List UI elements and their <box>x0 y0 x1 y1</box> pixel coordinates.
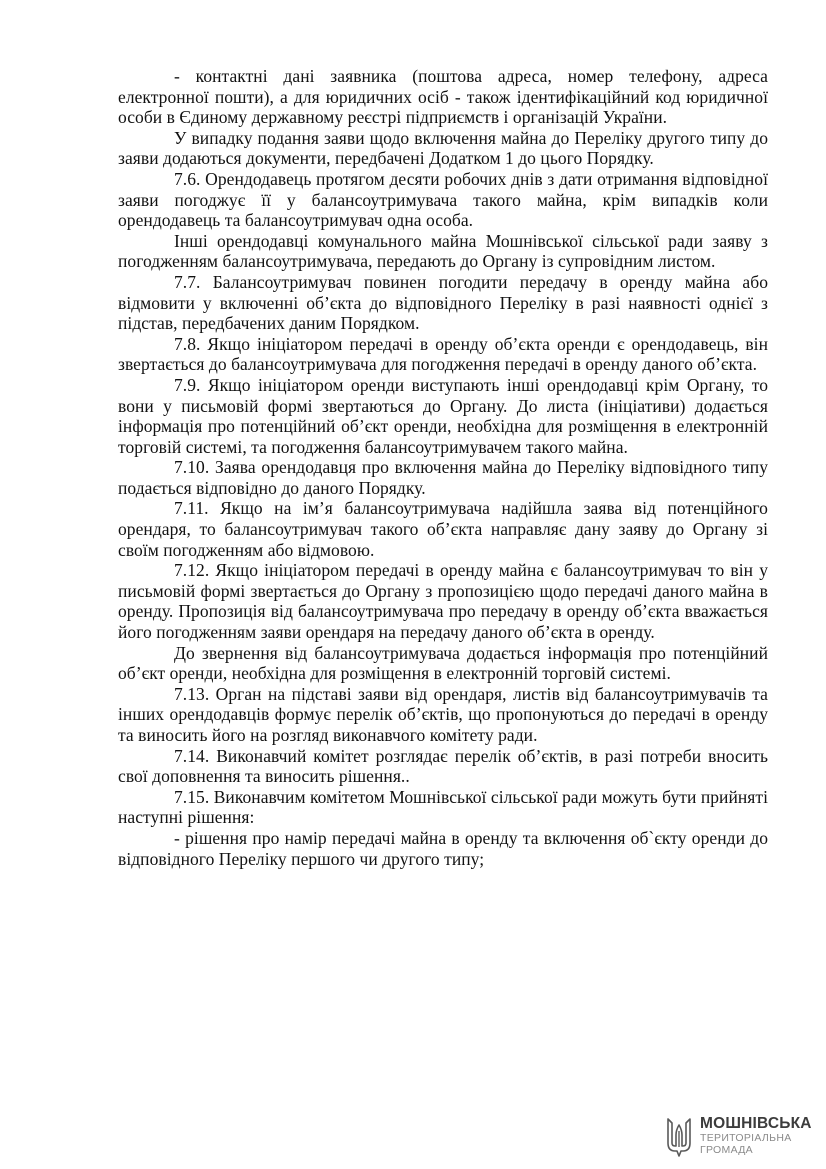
paragraph-7-15: 7.15. Виконавчим комітетом Мошнівської сільської ради можуть бути прийняті наступні рішення: <box>118 786 768 828</box>
paragraph-7-13: 7.13. Орган на підставі заяви від орендаря, листів від балансоутримувачів та інших орендодавців формує перелік об’єктів, що пропонуються до передачі в оренду та виносить його на розгляд виконавчого комітету ради. <box>118 683 768 745</box>
trident-icon <box>666 1117 692 1157</box>
paragraph-7-7: 7.7. Балансоутримувач повинен погодити передачу в оренду майна або відмовити у включенні об’єкта до відповідного Переліку в разі наявності однієї з підстав, передбачених даним Порядком. <box>118 271 768 334</box>
document-body <box>118 66 768 869</box>
paragraph-other-lessors: Інші орендодавці комунального майна Мошнівської сільської ради заяву з погодженням балансоутримувача, передають до Органу із супровідним листом. <box>118 230 768 272</box>
paragraph-7-6: 7.6. Орендодавець протягом десяти робочих днів з дати отримання відповідної заяви погоджує її у балансоутримувача такого майна, крім випадків коли орендодавець та балансоутримувач одна особа. <box>118 168 768 231</box>
paragraph-7-8: 7.8. Якщо ініціатором передачі в оренду об’єкта оренди є орендодавець, він звертається до балансоутримувача для погодження передачі в оренду даного об’єкта. <box>118 333 768 375</box>
logo-subtitle-line1: ТЕРИТОРІАЛЬНА <box>700 1132 792 1144</box>
paragraph-7-9: 7.9. Якщо ініціатором оренди виступають інші орендодавці крім Органу, то вони у письмовій формі звертаються до Органу. До листа (ініціативи) додається інформація про потенційний об’єкт оренди, необхідна для розміщення в електронній торговій системі, та погодження балансоутримувачем такого майна. <box>118 374 768 457</box>
logo-text <box>700 1115 814 1156</box>
paragraph-second-type-documents: У випадку подання заяви щодо включення майна до Переліку другого типу до заяви додаються документи, передбачені Додатком 1 до цього Порядку. <box>118 127 768 169</box>
paragraph-decision-intent: - рішення про намір передачі майна в оренду та включення об`єкту оренди до відповідного Переліку першого чи другого типу; <box>118 827 768 869</box>
logo-subtitle-line2: ГРОМАДА <box>700 1144 753 1156</box>
logo-title: МОШНІВСЬКА <box>700 1115 812 1132</box>
paragraph-7-14: 7.14. Виконавчий комітет розглядає перелік об’єктів, в разі потреби вносить свої доповнення та виносить рішення.. <box>118 745 768 787</box>
paragraph-7-10: 7.10. Заява орендодавця про включення майна до Переліку відповідного типу подається відповідно до даного Порядку. <box>118 457 768 498</box>
paragraph-7-12: 7.12. Якщо ініціатором передачі в оренду майна є балансоутримувач то він у письмовій формі звертається до Органу з пропозицією щодо передачі даного майна в оренду. Пропозиція від балансоутримувача про передачу в оренду об’єкта вважається його погодженням заяви орендаря на передачу даного об’єкта в оренду. <box>118 560 768 643</box>
paragraph-7-11: 7.11. Якщо на ім’я балансоутримувача надійшла заява від потенційного орендаря, то балансоутримувач такого об’єкта направляє дану заяву до Органу зі своїм погодженням або відмовою. <box>118 498 768 560</box>
paragraph-contact-details: - контактні дані заявника (поштова адреса, номер телефону, адреса електронної пошти), а для юридичних осіб - також ідентифікаційний код юридичної особи в Єдиному державному реєстрі підприємств і організацій України. <box>118 66 768 128</box>
community-logo <box>664 1115 814 1161</box>
paragraph-balance-holder-appeal: До звернення від балансоутримувача додається інформація про потенційний об’єкт оренди, необхідна для розміщення в електронній торговій системі. <box>118 642 768 684</box>
